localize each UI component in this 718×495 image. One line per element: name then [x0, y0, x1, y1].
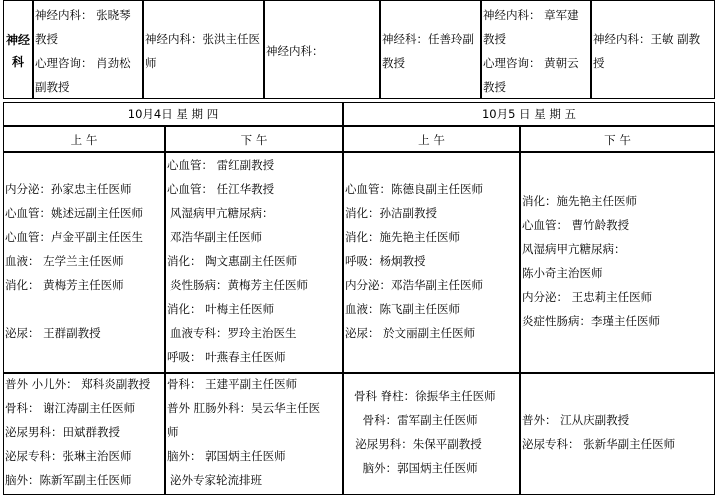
date-header-oct5 [343, 102, 715, 126]
oct5-am-header [343, 126, 520, 152]
text-line: 神经内科： 章军建 [483, 8, 579, 22]
text-line: 师 [145, 56, 157, 70]
doctor-entry: 骨科 脊柱：徐振华主任医师 [354, 389, 496, 403]
date-header-oct4 [3, 102, 343, 126]
doctor-entry: 普外： 江从庆副教授 [522, 413, 630, 427]
doctor-entry: 呼吸：杨炯教授 [345, 254, 426, 268]
neurology-cell-6 [591, 0, 715, 99]
doctor-entry: 泌尿： 於文丽副主任医师 [345, 326, 476, 340]
doctor-entry: 脑外： 郭国炳主任医师 [167, 449, 286, 463]
oct5-pm-surgery [520, 373, 715, 495]
doctor-entry: 消化：施先艳主任医师 [345, 230, 460, 244]
doctor-entry: 泌尿专科：张琳主治医师 [5, 449, 132, 463]
doctor-entry: 消化：施先艳主任医师 [522, 194, 637, 208]
doctor-entry: 内分泌：邓浩华副主任医师 [345, 278, 483, 292]
text-line: 教授 [483, 32, 506, 46]
doctor-entry: 泌尿男科：朱保平副教授 [348, 437, 482, 451]
oct5-pm-header [520, 126, 715, 152]
doctor-entry: 普外 小儿外： 郑科炎副教授 [5, 377, 151, 391]
doctor-entry: 消化：孙洁副教授 [345, 206, 437, 220]
text-line: 神经内科：王敏 副教 [593, 32, 701, 46]
text-line: 神经内科： [266, 44, 324, 58]
neurology-cell-4 [380, 0, 481, 99]
oct4-am-medicine [3, 152, 165, 373]
doctor-entry: 邓浩华副主任医师 [170, 230, 262, 244]
neurology-cell-5 [481, 0, 591, 99]
doctor-entry: 骨科： 王建平副主任医师 [167, 377, 298, 391]
neurology-cell-3 [264, 0, 380, 99]
oct5-am-surgery [343, 373, 520, 495]
doctor-entry: 泌尿男科：田斌群教授 [5, 425, 120, 439]
text-line: 心理咨询： 黄朝云 [483, 56, 579, 70]
doctor-entry: 心血管： 任江华教授 [167, 182, 275, 196]
text-line: 教授 [35, 32, 58, 46]
pm-label: 下 午 [240, 133, 268, 147]
doctor-entry: 血液专科：罗玲主治医生 [170, 326, 297, 340]
text-line: 心理咨询： 肖劲松 [35, 56, 131, 70]
oct5-pm-medicine [520, 152, 715, 373]
oct4-pm-header [165, 126, 343, 152]
am-label: 上 午 [418, 133, 445, 147]
doctor-entry: 风湿病甲亢糖尿病： [170, 206, 274, 220]
oct4-am-header [3, 126, 165, 152]
text-line: 授 [593, 56, 605, 70]
doctor-entry: 内分泌： 王忠莉主任医师 [522, 290, 653, 304]
doctor-entry: 风湿病甲亢糖尿病： [522, 242, 626, 256]
neurology-cell-2 [143, 0, 264, 99]
date-text: 10月5 日 星 期 五 [481, 107, 577, 121]
neurology-cell-1 [33, 0, 143, 99]
doctor-entry: 心血管：卢金平副主任医生 [5, 230, 143, 244]
doctor-entry: 普外 肛肠外科：吴云华主任医 [167, 401, 321, 415]
am-label: 上 午 [70, 133, 98, 147]
neurology-label-line2: 科 [12, 55, 25, 69]
doctor-entry: 内分泌：孙家忠主任医师 [5, 182, 132, 196]
date-text: 10月4日 星 期 四 [127, 107, 219, 121]
oct4-pm-surgery [165, 373, 343, 495]
doctor-entry: 心血管： 雷红副教授 [167, 158, 275, 172]
doctor-entry: 心血管： 曹竹龄教授 [522, 218, 630, 232]
doctor-entry: 脑外：陈新军副主任医师 [5, 473, 132, 487]
doctor-entry: 陈小奇主治医师 [522, 266, 603, 280]
doctor-entry: 心血管：陈德良副主任医师 [345, 182, 483, 196]
doctor-entry: 炎性肠病：黄梅芳主任医师 [170, 278, 308, 292]
doctor-entry: 泌尿： 王群副教授 [5, 326, 101, 340]
oct5-am-medicine [343, 152, 520, 373]
doctor-entry: 骨科：雷军副主任医师 [348, 413, 478, 427]
doctor-entry: 炎症性肠病：李瑾主任医师 [522, 314, 660, 328]
neurology-label-line1: 神经 [6, 33, 31, 47]
doctor-entry: 呼吸： 叶燕春主任医师 [167, 350, 286, 364]
oct4-am-surgery [3, 373, 165, 495]
text-line: 教授 [483, 80, 506, 94]
doctor-entry: 心血管：姚述远副主任医师 [5, 206, 143, 220]
doctor-entry: 骨科： 谢江涛副主任医师 [5, 401, 136, 415]
text-line: 神经科：任善玲副 [382, 32, 474, 46]
text-line: 教授 [382, 56, 405, 70]
doctor-entry: 脑外：郭国炳主任医师 [348, 461, 478, 475]
doctor-entry: 消化： 黄梅芳主任医师 [5, 278, 124, 292]
doctor-entry: 师 [167, 425, 179, 439]
doctor-entry: 泌外专家轮流排班 [170, 473, 262, 487]
text-line: 神经内科： 张晓琴 [35, 8, 131, 22]
doctor-entry: 泌尿专科： 张新华副主任医师 [522, 437, 676, 451]
text-line: 神经内科：张洪主任医 [145, 32, 260, 46]
pm-label: 下 午 [604, 133, 631, 147]
doctor-entry: 血液：陈飞副主任医师 [345, 302, 460, 316]
doctor-entry: 消化： 叶梅主任医师 [167, 302, 275, 316]
oct4-pm-medicine [165, 152, 343, 373]
doctor-entry: 血液： 左学兰主任医师 [5, 254, 124, 268]
doctor-entry: 消化： 陶文惠副主任医师 [167, 254, 298, 268]
neurology-label-cell [3, 0, 33, 99]
text-line: 副教授 [35, 80, 70, 94]
